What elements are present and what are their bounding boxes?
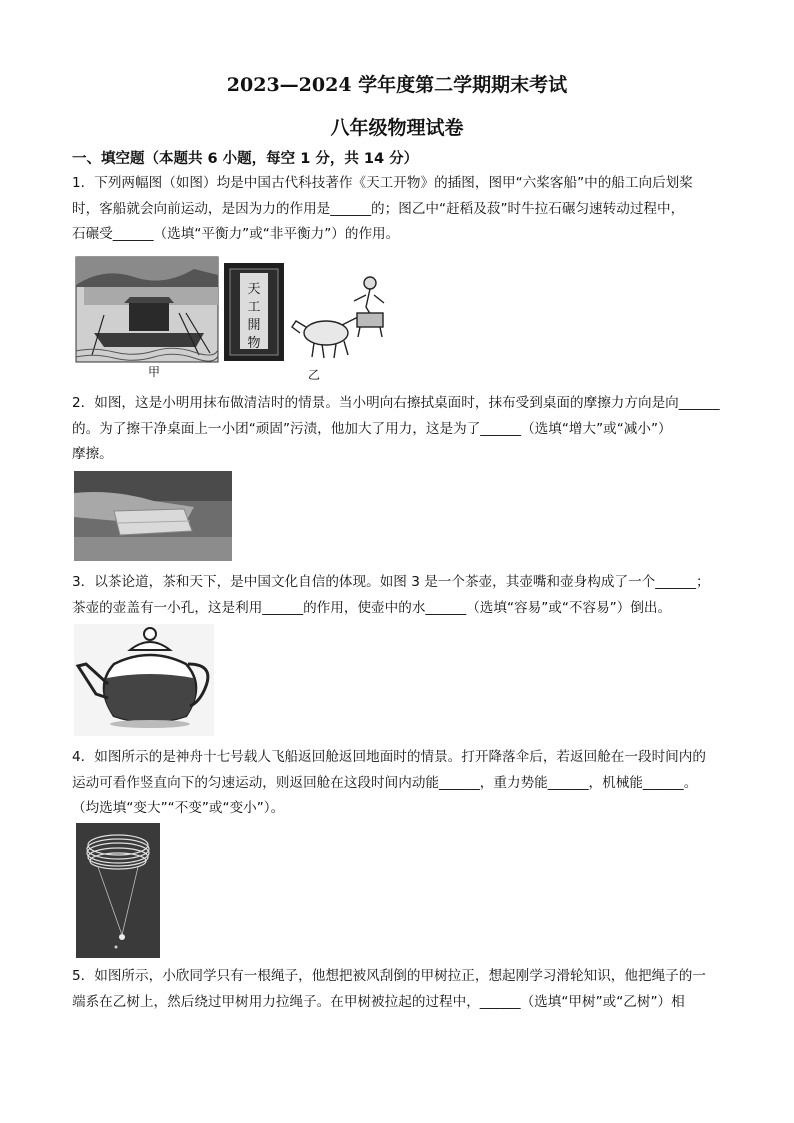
capsule-parachute-image [76, 823, 160, 958]
svg-text:開: 開 [247, 318, 261, 333]
book-cover-image [224, 263, 284, 361]
question-line: 时，客船就会向前运动，是因为力的作用是______的；图乙中“赶稻及菽”时牛拉石碾匀速转动过程中， [72, 200, 685, 217]
question-line: 的。为了擦干净桌面上一小团“顽固”污渍，他加大了用力，这是为了______（选填“增大”或“减小”） [72, 420, 672, 437]
question-5 [72, 964, 724, 1015]
question-line: 4．如图所示的是神舟十七号载人飞船返回舱返回地面时的情景。打开降落伞后，若返回舱在一段时间内的 [72, 749, 706, 765]
question-line: 1．下列两幅图（如图）均是中国古代科技著作《天工开物》的插图，图甲“六桨客船”中的船工向后划桨 [72, 175, 693, 191]
question-line: 2．如图，这是小明用抹布做清洁时的情景。当小明向右擦拭桌面时，抹布受到桌面的摩擦力方向是向______ [72, 395, 720, 411]
figure-1 [74, 255, 392, 380]
exam-title: 2023—2024 学年度第二学期期末考试 [226, 74, 568, 96]
question-line: 摩擦。 [72, 446, 113, 462]
question-line: 石碾受______（选填“平衡力”或“非平衡力”）的作用。 [72, 226, 400, 242]
question-1 [72, 171, 724, 248]
question-4 [72, 745, 724, 822]
boat-scene-image [76, 257, 218, 362]
figure-2 [74, 471, 232, 561]
section-heading: 一、填空题（本题共 6 小题，每空 1 分，共 14 分） [72, 151, 419, 167]
svg-text:工: 工 [247, 300, 261, 315]
question-line: 茶壶的壶盖有一小孔，这是利用______的作用，使壶中的水______（选填“容易”或“不容易”）倒出。 [72, 599, 672, 616]
figure-3 [74, 624, 214, 736]
svg-text:物: 物 [247, 336, 261, 351]
question-line: （均选填“变大”“不变”或“变小”）。 [72, 800, 285, 816]
figure-label-jia: 甲 [148, 365, 161, 379]
question-line: 运动可看作竖直向下的匀速运动，则返回舱在这段时间内动能______，重力势能______，机械能______。 [72, 774, 698, 791]
ox-roller-image [292, 277, 384, 358]
teapot-image [74, 624, 214, 736]
svg-text:天: 天 [247, 282, 261, 297]
figure-4 [76, 823, 160, 958]
exam-subtitle: 八年级物理试卷 [330, 117, 464, 139]
question-2 [72, 391, 724, 468]
figure-label-yi: 乙 [308, 368, 321, 382]
question-3 [72, 570, 724, 621]
question-line: 3．以茶论道，茶和天下，是中国文化自信的体现。如图 3 是一个茶壶，其壶嘴和壶身构成了一个______； [72, 574, 710, 590]
figure-1-illustration [74, 255, 392, 380]
question-line: 端系在乙树上，然后绕过甲树用力拉绳子。在甲树被拉起的过程中，______（选填“甲树”或“乙树”）相 [72, 993, 685, 1010]
question-line: 5．如图所示，小欣同学只有一根绳子，他想把被风刮倒的甲树拉正，想起刚学习滑轮知识，他把绳子的一 [72, 968, 706, 984]
wiping-table-image [74, 471, 232, 561]
